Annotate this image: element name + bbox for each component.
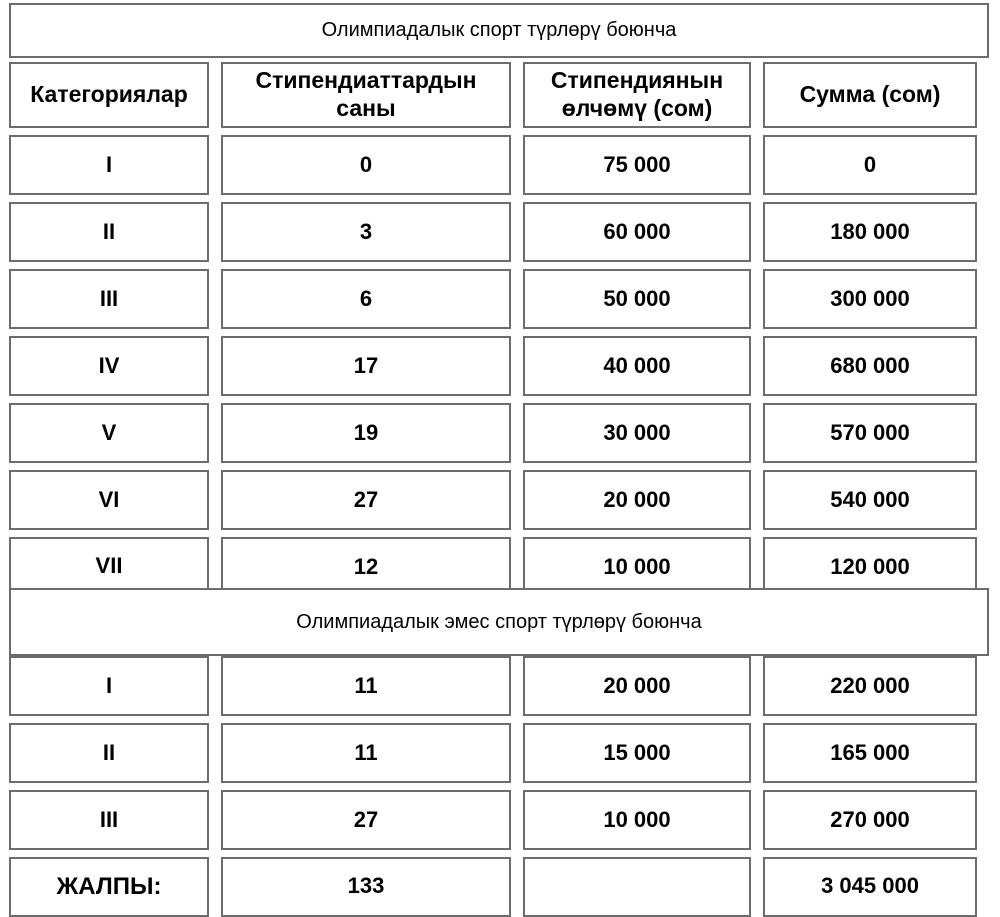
category-cell: VI [9, 470, 209, 530]
section-title-non-olympic [9, 588, 989, 656]
non-olympic-table [9, 656, 989, 917]
sum-cell: 570 000 [763, 403, 977, 463]
category-cell: I [9, 135, 209, 195]
total-sum-cell: 3 045 000 [763, 857, 977, 917]
header-amount: Стипендиянын өлчөмү (сом) [523, 62, 751, 128]
section-title-non-olympic-text: Олимпиадалык эмес спорт түрлөрү боюнча [296, 610, 702, 633]
sum-cell: 270 000 [763, 790, 977, 850]
olympic-table [9, 62, 989, 597]
category-cell: I [9, 656, 209, 716]
amount-cell: 75 000 [523, 135, 751, 195]
count-cell: 19 [221, 403, 511, 463]
category-cell: II [9, 202, 209, 262]
header-count: Стипендиаттардын саны [221, 62, 511, 128]
category-cell: V [9, 403, 209, 463]
count-cell: 3 [221, 202, 511, 262]
sum-cell: 0 [763, 135, 977, 195]
amount-cell: 10 000 [523, 537, 751, 597]
sum-cell: 540 000 [763, 470, 977, 530]
sum-cell: 220 000 [763, 656, 977, 716]
amount-cell: 30 000 [523, 403, 751, 463]
amount-cell: 15 000 [523, 723, 751, 783]
sum-cell: 300 000 [763, 269, 977, 329]
amount-cell: 20 000 [523, 470, 751, 530]
category-cell: IV [9, 336, 209, 396]
header-sum: Сумма (сом) [763, 62, 977, 128]
amount-cell: 50 000 [523, 269, 751, 329]
total-label-cell: ЖАЛПЫ: [9, 857, 209, 917]
category-cell: III [9, 790, 209, 850]
sum-cell: 180 000 [763, 202, 977, 262]
count-cell: 11 [221, 656, 511, 716]
count-cell: 27 [221, 790, 511, 850]
total-count-cell: 133 [221, 857, 511, 917]
count-cell: 17 [221, 336, 511, 396]
category-cell: II [9, 723, 209, 783]
amount-cell: 10 000 [523, 790, 751, 850]
count-cell: 11 [221, 723, 511, 783]
category-cell: VII [9, 537, 209, 597]
total-amount-cell [523, 857, 751, 917]
section-title-olympic [9, 3, 989, 58]
amount-cell: 60 000 [523, 202, 751, 262]
count-cell: 6 [221, 269, 511, 329]
count-cell: 12 [221, 537, 511, 597]
sum-cell: 680 000 [763, 336, 977, 396]
sum-cell: 120 000 [763, 537, 977, 597]
sum-cell: 165 000 [763, 723, 977, 783]
count-cell: 27 [221, 470, 511, 530]
amount-cell: 20 000 [523, 656, 751, 716]
count-cell: 0 [221, 135, 511, 195]
header-category: Категориялар [9, 62, 209, 128]
amount-cell: 40 000 [523, 336, 751, 396]
section-title-olympic-text: Олимпиадалык спорт түрлөрү боюнча [321, 19, 677, 41]
category-cell: III [9, 269, 209, 329]
